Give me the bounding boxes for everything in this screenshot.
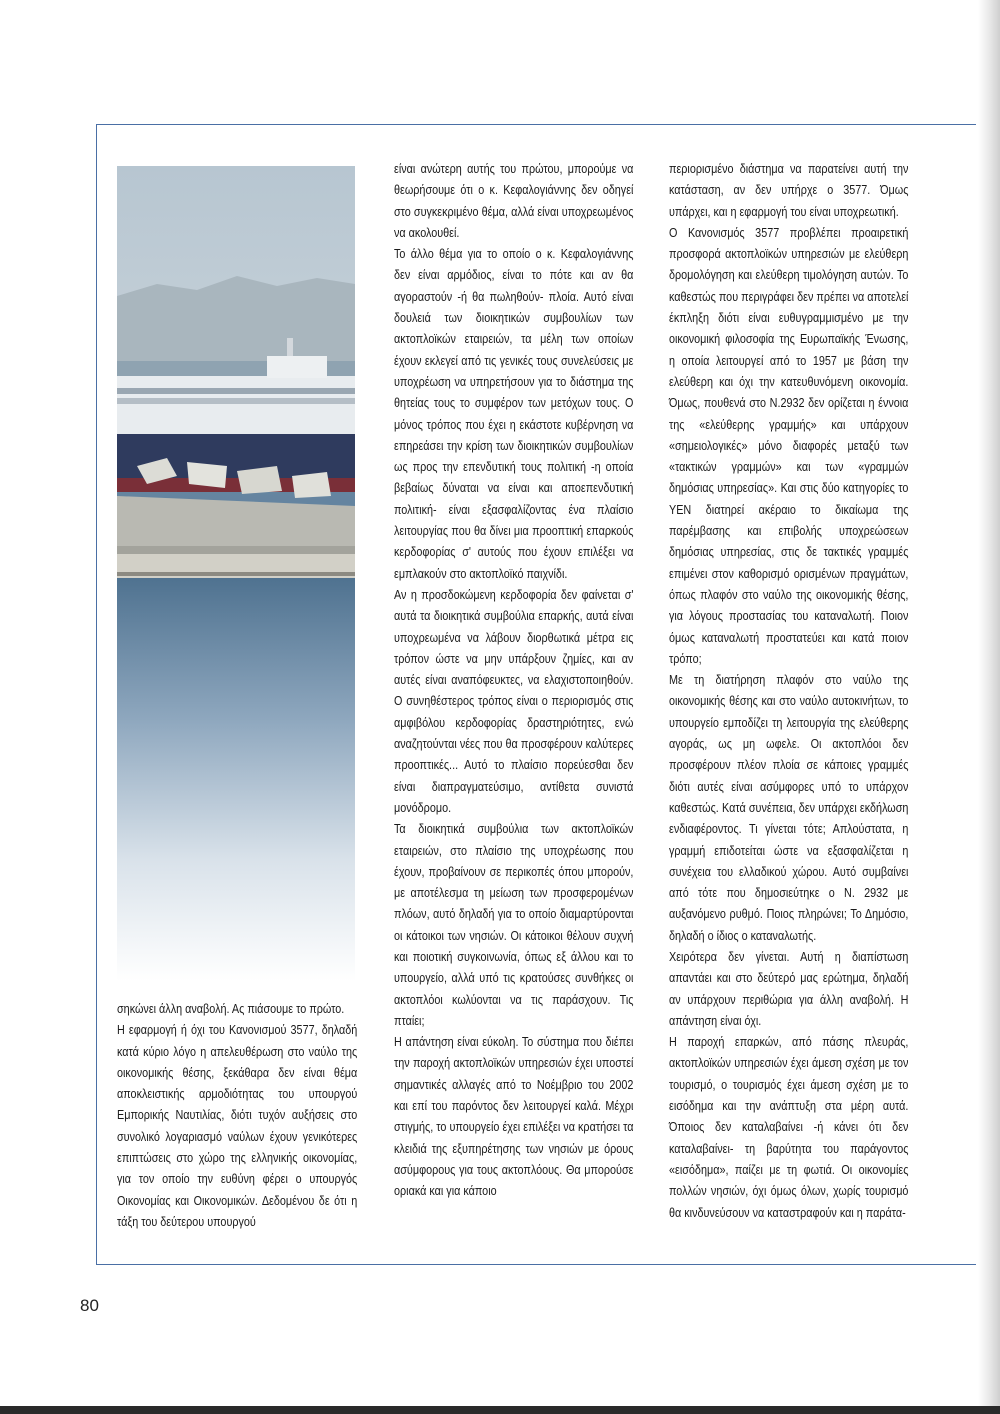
paragraph: σηκώνει άλλη αναβολή. Ας πιάσουμε το πρώτο. (117, 1001, 345, 1016)
scan-edge-right (978, 0, 1000, 1414)
paragraph: Ο Κανονισμός 3577 προβλέπει προαιρετική προσφορά ακτοπλοϊκών υπηρεσιών με ελεύθερη δρομολόγηση και ελεύθερη τιμολόγηση αυτών. Το καθεστώς που περιγράφει δεν πρέπει να αποτελεί έκπληξη διότι είναι ευθυγραμμισμένο με την οικονομική φιλοσοφία της Ευρωπαϊκής Ένωσης, η οποία λειτουργεί από το 1957 με βάση την ελεύθερη και όχι την κατευθυνόμενη οικονομία. Όμως, πουθενά στο Ν.2932 δεν ορίζεται η έννοια της «ελεύθερης γραμμής» και υπάρχουν «σημειολογικές» μόνο διαφορές μεταξύ των «τακτικών γραμμών» και των «γραμμών δημόσιας υπηρεσίας». Και στις δύο κατηγορίες το ΥΕΝ διατηρεί ακέραιο το δικαίωμα της παρέμβασης και επιβολής υποχρεώσεων δημόσιας υπηρεσίας, στις δε τακτικές γραμμές επιμένει στον καθορισμό ορισμένων πραγμάτων, όπως πλαφόν στο ναύλο της οικονομικής θέσης, για λόγους προστασίας του καταναλωτή. Ποιον όμως καταναλωτή προστατεύει και κατά ποιον τρόπο; (669, 224, 909, 666)
article-column-1 (117, 998, 357, 1232)
paragraph: Το άλλο θέμα για το οποίο ο κ. Κεφαλογιάννης δεν είναι αρμόδιος, είναι το πότε και αν θα αγοραστούν -ή θα πωληθούν- πλοία. Αυτό είναι δουλειά των διοικητικών συμβουλίων των ακτοπλοϊκών εταιρειών, τα μέλη των οποίων έχουν εκλεγεί από τις γενικές τους συνελεύσεις με υποχρέωση να υπηρετήσουν για το διάστημα της θητείας τους το συμφέρον των μετόχων τους. Ο μόνος τρόπος που έχει η εκάστοτε κυβέρνηση να επηρεάσει την κρίση των διοικητικών συμβουλίων ως προς την επενδυτική τους πολιτική -η οποία βεβαίως δύναται να είναι και αποεπενδυτική πολιτική- είναι εξασφαλίζοντας ένα πλαίσιο λειτουργίας που θα δίνει μια προοπτική επαρκούς κερδοφορίας σ' αυτούς που έχουν επιλέξει να εμπλακούν στο ακτοπλοϊκό παιχνίδι. (394, 246, 634, 581)
paragraph: Η παροχή επαρκών, από πάσης πλευράς, ακτοπλοϊκών υπηρεσιών έχει άμεση σχέση με τον τουρισμό, ο τουρισμός έχει άμεση σχέση με το εισόδημα και την ανάπτυξη στα μέρη αυτά. Όποιος δεν καταλαβαίνει -ή κάνει ότι δεν καταλαβαίνει- τη βαρύτητα του παράγοντος «εισόδημα», παίζει με τη φωτιά. Οι οικονομίες πολλών νησιών, όχι όμως όλων, χωρίς τουρισμό θα κινδυνεύσουν να καταστραφούν και η παράτα- (669, 1034, 909, 1220)
page-number: 80 (80, 1296, 99, 1315)
scan-edge-bottom (0, 1406, 1000, 1414)
article-column-2 (394, 158, 633, 1202)
paragraph: περιορισμένο διάστημα να παρατείνει αυτή την κατάσταση, αν δεν υπήρχε ο 3577. Όμως υπάρχει, και η εφαρμογή του είναι υποχρεωτική. (669, 161, 909, 219)
paragraph: Με τη διατήρηση πλαφόν στο ναύλο της οικονομικής θέσης και στο ναύλο αυτοκινήτων, το υπουργείο εμποδίζει τη λειτουργία της ελεύθερης αγοράς, ως μη ωφελε. Οι ακτοπλόοι δεν προσφέρουν πλέον πλοία σε κάποιες γραμμές διότι αυτές είναι ασύμφορες υπό το υπάρχον καθεστώς. Κατά συνέπεια, δεν υπάρχει εκδήλωση ενδιαφέροντος. Τι γίνεται τότε; Απλούστατα, η γραμμή επιδοτείται ώστε να εξασφαλίζεται η συνέχεια του ελλαδικού χώρου. Αυτό συμβαίνει από τότε που δημοσιεύτηκε ο Ν. 2932 με αυξανόμενο ρυθμό. Ποιος πληρώνει; Το Δημόσιο, δηλαδή ο ίδιος ο καταναλωτής. (669, 672, 909, 943)
frame-rule-bottom (96, 1264, 976, 1265)
frame-rule-left (96, 124, 97, 1264)
paragraph: Αν η προσδοκώμενη κερδοφορία δεν φαίνεται σ' αυτά τα διοικητικά συμβούλια επαρκής, αυτά είναι υποχρεωμένα να λάβουν διορθωτικά μέτρα εις τρόπον ώστε να μην υπάρξουν ζημίες, και αν αυτές είναι αναπόφευκτες, να ελαχιστοποιηθούν. Ο συνηθέστερος τρόπος είναι ο περιορισμός στις αμφιβόλου κερδοφορίας δραστηριότητες, ενώ αναζητούνται νέες που θα προσφέρουν καλύτερες προοπτικές... Αυτό το πλαίσιο πορεύεσθαι δεν είναι διαπραγματεύσιμο, αντίθετα συνιστά μονόδρομο. (394, 586, 634, 815)
photo-illustration (117, 166, 355, 981)
paragraph: Χειρότερα δεν γίνεται. Αυτή η διαπίστωση απαντάει και στο δεύτερό μας ερώτημα, δηλαδή αν υπάρχουν περιθώρια για άλλη αναβολή. Η απάντηση είναι όχι. (669, 948, 909, 1028)
paragraph: Η εφαρμογή ή όχι του Κανονισμού 3577, δηλαδή κατά κύριο λόγο η απελευθέρωση στο ναύλο της οικονομικής θέσης, ξεκάθαρα δεν είναι θέμα αποκλειστικής αρμοδιότητας του υπουργού Εμπορικής Ναυτιλίας, διότι τυχόν αυξήσεις στο συνολικό λογαριασμό ναύλων έχουν γενικότερες επιπτώσεις στο χώρο της ελληνικής οικονομίας, για τον οποίο την ευθύνη φέρει ο υπουργός Οικονομίας και Οικονομικών. Δεδομένου δε ότι η τάξη του δεύτερου υπουργού (117, 1022, 358, 1229)
paragraph: Τα διοικητικά συμβούλια των ακτοπλοϊκών εταιρειών, στο πλαίσιο της υποχρέωσης που έχουν, προβαίνουν σε περικοπές όπου μπορούν, με αποτέλεσμα τη μείωση των προσφερομένων πλόων, αυτό δηλαδή για το οποίο διαμαρτύρονται οι κάτοικοι των νησιών. Οι κάτοικοι θέλουν συχνή και ποιοτική συγκοινωνία, όπως εξ άλλου και το υπουργείο, αλλά υπό τις κρατούσες συνθήκες οι ακτοπλόοι κωλύονται να τις παράσχουν. Τις πταίει; (394, 821, 634, 1028)
paragraph: Η απάντηση είναι εύκολη. Το σύστημα που διέπει την παροχή ακτοπλοϊκών υπηρεσιών έχει υποστεί σημαντικές αλλαγές από το Νοέμβριο του 2002 και επί του παρόντος δεν λειτουργεί καλά. Μέχρι στιγμής, το υπουργείο έχει επιλέξει να κρατήσει τα κλειδιά της εξυπηρέτησης των νησιών με όρους ασύμφορους για τους ακτοπλόους. Θα μπορούσε οριακά και για κάποιο (394, 1034, 634, 1199)
paragraph: είναι ανώτερη αυτής του πρώτου, μπορούμε να θεωρήσουμε ότι ο κ. Κεφαλογιάννης δεν οδηγεί στο συγκεκριμένο θέμα, αλλά είναι υποχρεωμένος να ακολουθεί. (394, 161, 634, 240)
frame-rule-top (96, 124, 976, 125)
ferry-harbor-photo (117, 166, 355, 981)
article-column-3 (669, 158, 908, 1223)
